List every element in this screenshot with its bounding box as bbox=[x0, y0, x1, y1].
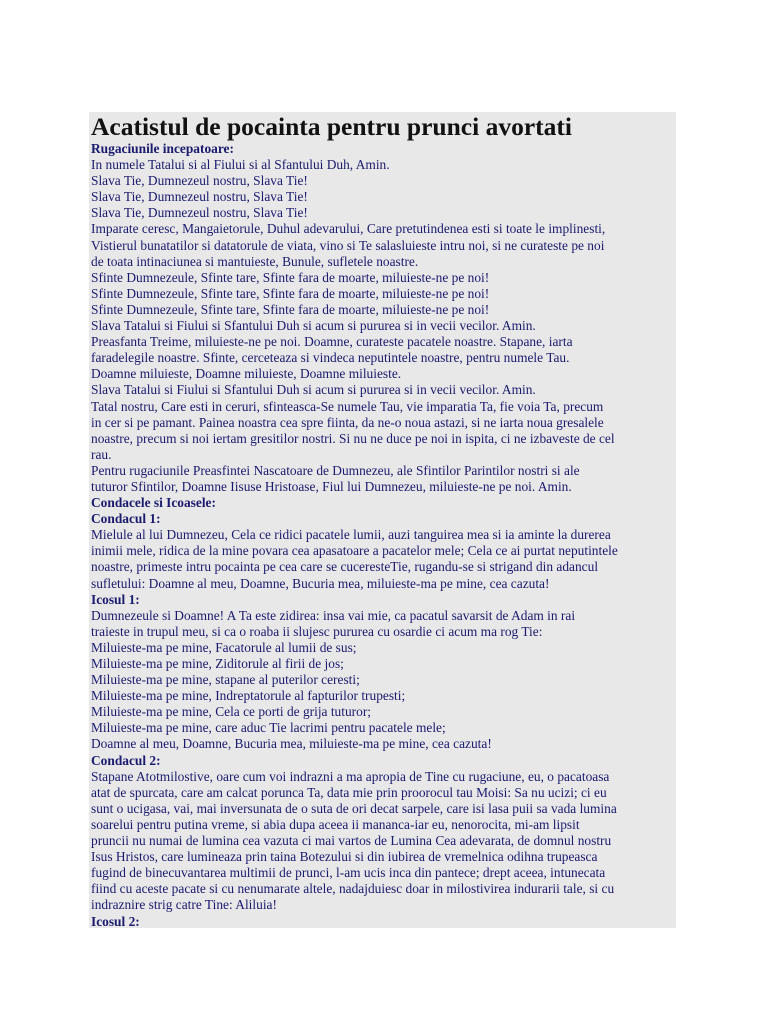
text-line: Tatal nostru, Care esti in ceruri, sfinteasca-Se numele Tau, vie imparatia Ta, fie voia Ta, precum bbox=[91, 398, 604, 414]
text-line: atat de spurcata, care am calcat porunca Ta, data mie prin proorocul tau Moisi: Sa nu ucizi; ci eu bbox=[91, 784, 607, 800]
text-line: Doamne al meu, Doamne, Bucuria mea, miluieste-ma pe mine, cea cazuta! bbox=[91, 736, 492, 752]
document-body bbox=[91, 141, 676, 928]
text-line: noastre, precum si noi iertam gresitilor nostri. Si nu ne duce pe noi in ispita, ci ne izbaveste de cel bbox=[91, 430, 615, 446]
text-line: Sfinte Dumnezeule, Sfinte tare, Sfinte fara de moarte, miluieste-ne pe noi! bbox=[91, 285, 490, 301]
text-line: rau. bbox=[91, 446, 112, 462]
text-line: Pentru rugaciunile Preasfintei Nascatoare de Dumnezeu, ale Sfintilor Parintilor nostri si ale bbox=[91, 462, 580, 478]
text-line: Imparate ceresc, Mangaietorule, Duhul adevarului, Care pretutindenea esti si toate le implinesti, bbox=[91, 221, 606, 237]
text-line: sufletului: Doamne al meu, Doamne, Bucuria mea, miluieste-ma pe mine, cea cazuta! bbox=[91, 575, 550, 591]
text-line: Miluieste-ma pe mine, Facatorule al lumii de sus; bbox=[91, 639, 357, 655]
text-line: Sfinte Dumnezeule, Sfinte tare, Sfinte fara de moarte, miluieste-ne pe noi! bbox=[91, 301, 490, 317]
text-line: Miluieste-ma pe mine, Indreptatorule al fapturilor trupesti; bbox=[91, 688, 406, 704]
section-heading: Condacele si Icoasele: bbox=[91, 495, 216, 511]
section-heading: Icosul 1: bbox=[91, 591, 140, 607]
section-heading: Icosul 2: bbox=[91, 913, 140, 928]
text-line: soarelui pentru putina vreme, si abia dupa aceea ii mananca-iar eu, nenorocita, mi-am lipsit bbox=[91, 816, 580, 832]
text-line: In numele Tatalui si al Fiului si al Sfantului Duh, Amin. bbox=[91, 157, 390, 173]
text-line: Preasfanta Treime, miluieste-ne pe noi. Doamne, curateste pacatele noastre. Stapane, iarta bbox=[91, 334, 573, 350]
text-line: fugind de binecuvantarea multimii de prunci, l-am ucis inca din pantece; drept aceea, intunecata bbox=[91, 865, 606, 881]
text-line: Slava Tie, Dumnezeul nostru, Slava Tie! bbox=[91, 173, 308, 189]
text-line: Mielule al lui Dumnezeu, Cela ce ridici pacatele lumii, auzi tanguirea mea si ia aminte la durerea bbox=[91, 527, 611, 543]
text-line: tuturor Sfintilor, Doamne Iisuse Hristoase, Fiul lui Dumnezeu, miluieste-ne pe noi. Amin. bbox=[91, 478, 572, 494]
text-line: Miluieste-ma pe mine, care aduc Tie lacrimi pentru pacatele mele; bbox=[91, 720, 446, 736]
document-page bbox=[89, 112, 676, 928]
text-line: fiind cu aceste pacate si cu nenumarate altele, nadajduiesc doar in milostivirea indurarii tale, si cu bbox=[91, 881, 615, 897]
text-line: inimii mele, ridica de la mine povara cea apasatoare a pacatelor mele; Cela ce ai purtat neputintele bbox=[91, 543, 618, 559]
document-title: Acatistul de pocainta pentru prunci avortati bbox=[91, 112, 572, 141]
text-line: in cer si pe pamant. Painea noastra cea spre fiinta, da ne-o noua astazi, si ne iarta noua gresalele bbox=[91, 414, 604, 430]
text-line: de toata intinaciunea si mantuieste, Bunule, sufletele noastre. bbox=[91, 253, 419, 269]
text-line: traieste in trupul meu, si ca o roaba ii slujesc pururea cu osardie ci acum ma rog Tie: bbox=[91, 623, 543, 639]
text-line: Doamne miluieste, Doamne miluieste, Doamne miluieste. bbox=[91, 366, 402, 382]
text-line: sunt o ucigasa, vai, mai inversunata de o suta de ori decat sarpele, care isi lasa puii sa vada lumina bbox=[91, 800, 617, 816]
text-line: Slava Tatalui si Fiului si Sfantului Duh si acum si pururea si in vecii vecilor. Amin. bbox=[91, 318, 536, 334]
text-line: pruncii nu numai de lumina cea vazuta ci mai vartos de Lumina Cea adevarata, de domnul nostru bbox=[91, 833, 612, 849]
section-heading: Rugaciunile incepatoare: bbox=[91, 141, 234, 156]
section-heading: Condacul 1: bbox=[91, 511, 161, 527]
text-line: Slava Tie, Dumnezeul nostru, Slava Tie! bbox=[91, 205, 308, 221]
text-line: Miluieste-ma pe mine, stapane al puterilor ceresti; bbox=[91, 672, 360, 688]
text-line: Stapane Atotmilostive, oare cum voi indrazni a ma apropia de Tine cu rugaciune, eu, o pacatoasa bbox=[91, 768, 610, 784]
section-heading: Condacul 2: bbox=[91, 752, 161, 768]
text-line: Isus Hristos, care lumineaza prin taina Botezului si din iubirea de vremelnica odihna trupeasca bbox=[91, 849, 598, 865]
text-line: noastre, primeste intru pocainta pe cea care se cuceresteTie, rugandu-se si strigand din adancul bbox=[91, 559, 599, 575]
text-line: Slava Tie, Dumnezeul nostru, Slava Tie! bbox=[91, 189, 308, 205]
text-line: Miluieste-ma pe mine, Ziditorule al firii de jos; bbox=[91, 656, 344, 671]
text-line: Slava Tatalui si Fiului si Sfantului Duh si acum si pururea si in vecii vecilor. Amin. bbox=[91, 382, 536, 398]
text-line: indraznire strig catre Tine: Aliluia! bbox=[91, 897, 277, 913]
text-line: Miluieste-ma pe mine, Cela ce porti de grija tuturor; bbox=[91, 704, 372, 720]
text-line: Vistierul bunatatilor si datatorule de viata, vino si Te salasluieste intru noi, si ne curateste pe noi bbox=[91, 237, 605, 253]
text-line: faradelegile noastre. Sfinte, cerceteaza si vindeca neputintele noastre, pentru numele Tau. bbox=[91, 350, 570, 366]
text-line: Dumnezeule si Doamne! A Ta este zidirea: insa vai mie, ca pacatul savarsit de Adam in rai bbox=[91, 607, 576, 623]
text-line: Sfinte Dumnezeule, Sfinte tare, Sfinte fara de moarte, miluieste-ne pe noi! bbox=[91, 269, 490, 285]
